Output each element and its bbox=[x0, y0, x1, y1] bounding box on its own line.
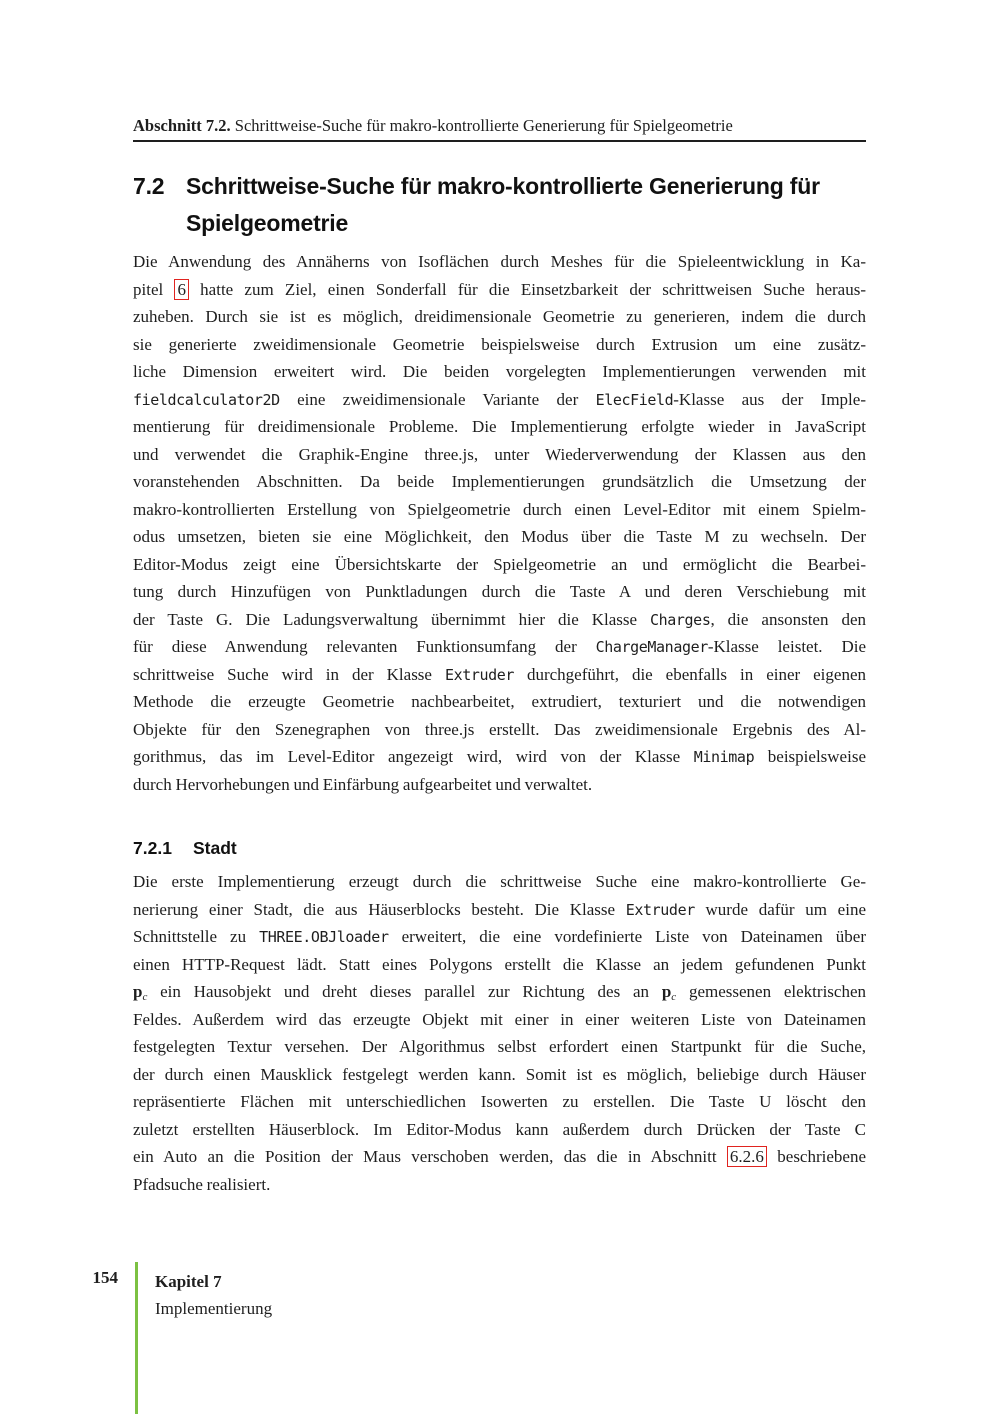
text-line bbox=[133, 1116, 866, 1144]
running-header bbox=[133, 116, 866, 136]
text-line bbox=[133, 743, 866, 771]
text-line bbox=[133, 1006, 866, 1034]
inline-code: THREE.OBJloader bbox=[259, 928, 389, 946]
subsection-heading bbox=[133, 838, 237, 859]
text-run: beispielsweise bbox=[754, 747, 866, 766]
text-run: odus umsetzen, bieten sie eine Möglichkeit, den Modus über die Taste M zu wechseln. Der bbox=[133, 527, 866, 546]
text-line bbox=[133, 1143, 866, 1171]
section-title-line2: Spielgeometrie bbox=[186, 210, 349, 236]
text-line bbox=[133, 661, 866, 689]
subsection-number: 7.2.1 bbox=[133, 838, 172, 858]
section-number: 7.2 bbox=[133, 173, 165, 199]
text-line bbox=[133, 303, 866, 331]
text-run: Pfadsuche realisiert. bbox=[133, 1174, 271, 1194]
text-run: repräsentierte Flächen mit unterschiedlichen Isowerten zu erstellen. Die Taste U löscht den bbox=[133, 1092, 866, 1111]
text-line bbox=[133, 868, 866, 896]
text-run: durch Hervorhebungen und Einfärbung aufgearbeitet und verwaltet. bbox=[133, 774, 593, 794]
text-line bbox=[133, 951, 866, 979]
running-header-title: Schrittweise-Suche für makro-kontrollierte Generierung für Spielgeometrie bbox=[230, 116, 733, 135]
text-line bbox=[133, 441, 866, 469]
text-run: einen HTTP-Request lädt. Statt eines Polygons erstellt die Klasse an jedem gefundenen Punkt bbox=[133, 954, 866, 974]
text-run: der durch einen Mausklick festgelegt werden kann. Somit ist es möglich, beliebige durch Häuser bbox=[133, 1064, 866, 1084]
section-title-line1: Schrittweise-Suche für makro-kontrollierte Generierung für bbox=[186, 173, 820, 199]
footer-chapter-block bbox=[155, 1268, 272, 1322]
text-run: zuheben. Durch sie ist es möglich, dreidimensionale Geometrie zu generieren, indem die durch bbox=[133, 307, 866, 326]
page-number: 154 bbox=[92, 1268, 118, 1287]
body-paragraph-1 bbox=[133, 248, 866, 798]
text-run: beschriebene bbox=[766, 1147, 866, 1166]
inline-code: ElecField bbox=[595, 390, 674, 409]
text-run: zuletzt erstellten Häuserblock. Im Editor-Modus kann außerdem durch Drücken der Taste C bbox=[133, 1119, 866, 1139]
text-run: Objekte für den Szenegraphen von three.js erstellt. Das zweidimensionale Ergebnis des Al- bbox=[133, 719, 866, 739]
text-line bbox=[133, 1088, 866, 1116]
text-line bbox=[133, 1061, 866, 1089]
text-line bbox=[133, 578, 866, 606]
text-line bbox=[133, 771, 866, 799]
header-rule bbox=[133, 140, 866, 142]
text-run: c bbox=[142, 991, 148, 1003]
text-line bbox=[133, 716, 866, 744]
text-run: Die Anwendung des Annäherns von Isoflächen durch Meshes für die Spieleentwicklung in Ka- bbox=[133, 252, 866, 271]
text-run: Die erste Implementierung erzeugt durch die schrittweise Suche eine makro-kontrollierte Ge- bbox=[133, 872, 866, 891]
text-run: gorithmus, das im Level-Editor angezeigt wird, wird von der Klasse bbox=[133, 747, 694, 766]
text-line bbox=[133, 606, 866, 634]
subsection-title: Stadt bbox=[193, 838, 237, 858]
inline-code: Extruder bbox=[625, 900, 695, 919]
text-line bbox=[133, 923, 866, 951]
cross-reference-link[interactable]: 6 bbox=[174, 279, 189, 300]
text-run: durchgeführt, die ebenfalls in einer eigenen bbox=[513, 664, 866, 684]
text-run: ein Auto an die Position der Maus verschoben werden, das die in Abschnitt bbox=[133, 1147, 727, 1166]
text-run: eine zweidimensionale Variante der bbox=[279, 389, 596, 409]
text-line bbox=[133, 468, 866, 496]
text-run: und verwendet die Graphik-Engine three.js, unter Wiederverwendung der Klassen aus den bbox=[133, 444, 866, 464]
text-line bbox=[133, 496, 866, 524]
text-run: p bbox=[661, 982, 672, 1001]
text-run: der Taste G. Die Ladungsverwaltung übernimmt hier die Klasse bbox=[133, 609, 651, 629]
text-line bbox=[133, 331, 866, 359]
text-run: gemessenen elektrischen bbox=[676, 982, 866, 1001]
text-line bbox=[133, 633, 866, 661]
footer-rule bbox=[135, 1262, 138, 1414]
body-paragraph-2 bbox=[133, 868, 866, 1198]
text-line bbox=[133, 413, 866, 441]
inline-code: Charges bbox=[650, 610, 711, 629]
running-header-section-label: Abschnitt 7.2. bbox=[133, 116, 231, 135]
text-run: schrittweise Suche wird in der Klasse bbox=[133, 664, 445, 684]
cross-reference-link[interactable]: 6.2.6 bbox=[727, 1146, 767, 1167]
text-run: hatte zum Ziel, einen Sonderfall für die Einsetzbarkeit der schrittweisen Suche heraus- bbox=[188, 279, 867, 299]
text-run: festgelegten Textur versehen. Der Algorithmus selbst erfordert einen Startpunkt für die Suche, bbox=[133, 1037, 866, 1056]
text-run: tung durch Hinzufügen von Punktladungen durch die Taste A und deren Verschiebung mit bbox=[133, 582, 866, 601]
section-heading bbox=[133, 168, 873, 242]
inline-code: Minimap bbox=[693, 748, 755, 766]
text-line bbox=[133, 688, 866, 716]
text-run: nerierung einer Stadt, die aus Häuserblocks besteht. Die Klasse bbox=[133, 899, 626, 919]
text-run: Schnittstelle zu bbox=[133, 927, 260, 946]
text-run: -Klasse leistet. Die bbox=[707, 637, 866, 656]
text-line bbox=[133, 358, 866, 386]
text-run: erweitert, die eine vordefinierte Liste von Dateinamen über bbox=[388, 927, 866, 946]
inline-code: Extruder bbox=[444, 665, 514, 684]
text-run: makro-kontrollierten Erstellung von Spielgeometrie durch einen Level-Editor mit einem Spielm- bbox=[133, 499, 866, 519]
text-run: für diese Anwendung relevanten Funktionsumfang der bbox=[133, 637, 596, 656]
chapter-label: Kapitel 7 bbox=[155, 1272, 222, 1291]
text-run: ein Hausobjekt und dreht dieses parallel zur Richtung des an bbox=[147, 982, 662, 1001]
text-run: pitel bbox=[133, 279, 175, 299]
text-run: , die ansonsten den bbox=[710, 609, 866, 629]
text-run: Methode die erzeugte Geometrie nachbearbeitet, extrudiert, texturiert und die notwendigen bbox=[133, 692, 866, 711]
text-line bbox=[133, 1033, 866, 1061]
text-line bbox=[133, 896, 866, 924]
text-run: c bbox=[671, 991, 677, 1003]
text-line bbox=[133, 276, 866, 304]
inline-code: fieldcalculator2D bbox=[133, 390, 280, 409]
text-run: -Klasse aus der Imple- bbox=[673, 389, 866, 409]
text-run: liche Dimension erweitert wird. Die beiden vorgelegten Implementierungen verwenden mit bbox=[133, 362, 866, 381]
text-run: voranstehenden Abschnitten. Da beide Implementierungen grundsätzlich die Umsetzung der bbox=[133, 472, 866, 491]
section-title bbox=[186, 168, 873, 242]
text-run: mentierung für dreidimensionale Probleme. Die Implementierung erfolgte wieder in JavaScript bbox=[133, 417, 866, 436]
text-line bbox=[133, 386, 866, 414]
text-run: wurde dafür um eine bbox=[694, 899, 866, 919]
text-line bbox=[133, 551, 866, 579]
text-run: Editor-Modus zeigt eine Übersichtskarte der Spielgeometrie an und ermöglicht die Bearbei- bbox=[133, 554, 866, 574]
text-line bbox=[133, 523, 866, 551]
chapter-title: Implementierung bbox=[155, 1299, 273, 1318]
text-run: sie generierte zweidimensionale Geometrie beispielsweise durch Extrusion um eine zusätz- bbox=[133, 334, 866, 354]
text-line bbox=[133, 1171, 866, 1199]
text-line bbox=[133, 248, 866, 276]
text-run: Feldes. Außerdem wird das erzeugte Objekt mit einer in einer weiteren Liste von Dateinamen bbox=[133, 1009, 866, 1029]
inline-code: ChargeManager bbox=[595, 638, 708, 656]
text-run: p bbox=[133, 982, 143, 1001]
text-line bbox=[133, 978, 866, 1006]
